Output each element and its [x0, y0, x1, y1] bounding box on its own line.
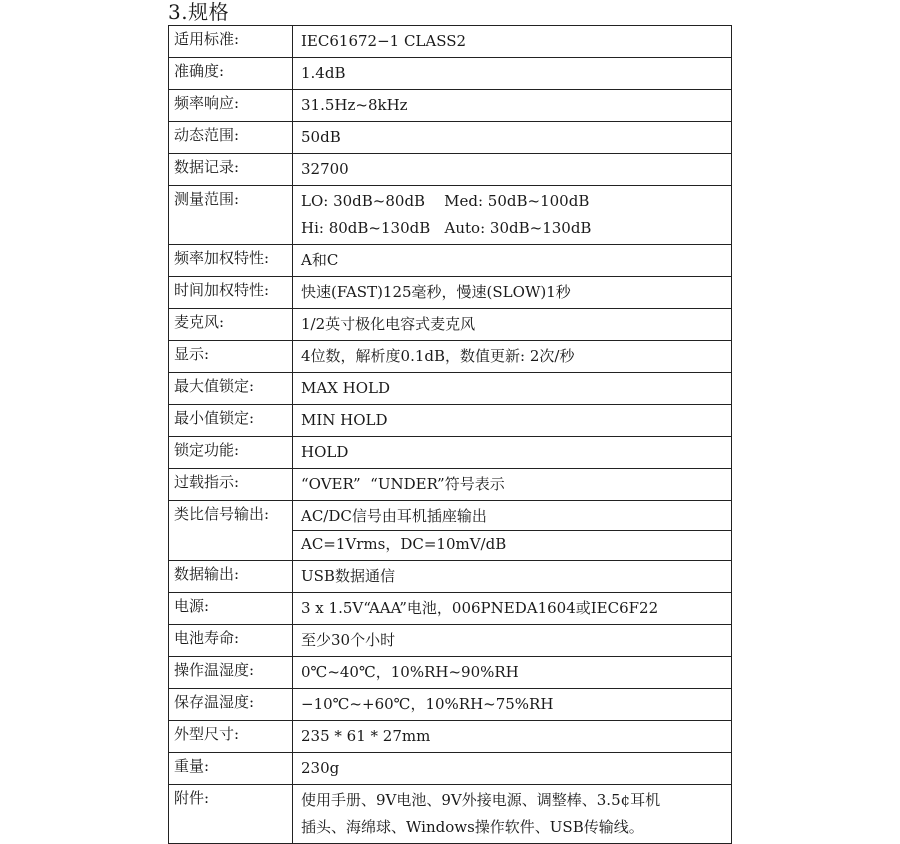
spec-value-line: MIN HOLD: [301, 411, 388, 429]
spec-value-line: LO: 30dB~80dB Med: 50dB~100dB: [301, 192, 590, 210]
spec-value-line: 50dB: [301, 128, 341, 146]
spec-table: [168, 25, 732, 844]
spec-row-dimensions: [169, 721, 732, 753]
spec-value: [293, 373, 732, 405]
spec-row-battery-life: [169, 625, 732, 657]
spec-row-storage-env: [169, 689, 732, 721]
spec-value-line: USB数据通信: [301, 567, 395, 585]
spec-label: 最大值锁定:: [169, 373, 293, 405]
spec-value-line: 使用手册、9V电池、9V外接电源、调整棒、3.5¢耳机: [301, 791, 661, 809]
spec-value-line: −10℃~+60℃，10%RH~75%RH: [301, 695, 554, 713]
spec-row-min-hold: [169, 405, 732, 437]
spec-label: 最小值锁定:: [169, 405, 293, 437]
spec-label: 麦克风:: [169, 309, 293, 341]
spec-value: [293, 501, 732, 561]
spec-value: [293, 90, 732, 122]
spec-value-line: 32700: [301, 160, 349, 178]
spec-value: [293, 245, 732, 277]
section-title: 3.规格: [168, 0, 230, 24]
spec-label: 操作温湿度:: [169, 657, 293, 689]
spec-value-line: 1/2英寸极化电容式麦克风: [301, 315, 476, 333]
spec-row-operating-env: [169, 657, 732, 689]
spec-row-freq-weighting: [169, 245, 732, 277]
spec-row-frequency-response: [169, 90, 732, 122]
spec-label: 时间加权特性:: [169, 277, 293, 309]
spec-value-line: 31.5Hz~8kHz: [301, 96, 408, 114]
spec-value-line: 4位数，解析度0.1dB，数值更新: 2次/秒: [301, 347, 575, 365]
spec-value-line: “OVER” “UNDER”符号表示: [301, 475, 505, 493]
spec-label: 类比信号输出:: [169, 501, 293, 561]
spec-label: 适用标准:: [169, 26, 293, 58]
spec-value-line: 插头、海绵球、Windows操作软件、USB传输线。: [301, 818, 644, 836]
spec-value-line: 3 x 1.5V“AAA”电池，006PNEDA1604或IEC6F22: [301, 599, 659, 617]
spec-value: [293, 785, 732, 844]
spec-row-microphone: [169, 309, 732, 341]
spec-row-standard: [169, 26, 732, 58]
spec-row-data-logging: [169, 154, 732, 186]
spec-label: 保存温湿度:: [169, 689, 293, 721]
spec-row-power: [169, 593, 732, 625]
spec-row-display: [169, 341, 732, 373]
spec-value-line: A和C: [301, 251, 339, 269]
spec-value: [293, 437, 732, 469]
spec-value: [293, 561, 732, 593]
spec-value: [293, 122, 732, 154]
spec-row-max-hold: [169, 373, 732, 405]
spec-row-data-output: [169, 561, 732, 593]
spec-value-line: 235 * 61 * 27mm: [301, 727, 431, 745]
spec-value: [293, 341, 732, 373]
spec-label: 电池寿命:: [169, 625, 293, 657]
spec-value: [293, 405, 732, 437]
spec-row-accuracy: [169, 58, 732, 90]
spec-value: [293, 593, 732, 625]
spec-label: 锁定功能:: [169, 437, 293, 469]
spec-row-weight: [169, 753, 732, 785]
spec-label: 频率响应:: [169, 90, 293, 122]
spec-value: [293, 469, 732, 501]
spec-row-analog-output: [169, 501, 732, 561]
spec-value-line: HOLD: [301, 443, 349, 461]
spec-row-overload: [169, 469, 732, 501]
spec-value-line: Hi: 80dB~130dB Auto: 30dB~130dB: [301, 219, 592, 237]
spec-value: [293, 753, 732, 785]
spec-label: 附件:: [169, 785, 293, 844]
spec-value: [293, 186, 732, 245]
spec-label: 动态范围:: [169, 122, 293, 154]
spec-row-hold: [169, 437, 732, 469]
spec-value-line: 1.4dB: [301, 64, 346, 82]
spec-row-time-weighting: [169, 277, 732, 309]
spec-value-line: 至少30个小时: [301, 631, 396, 649]
spec-label: 显示:: [169, 341, 293, 373]
spec-value-line: IEC61672−1 CLASS2: [301, 32, 467, 50]
spec-value-line: AC/DC信号由耳机插座输出: [301, 507, 487, 525]
spec-value-line: 0℃~40℃，10%RH~90%RH: [301, 663, 519, 681]
spec-value-line: 快速(FAST)125毫秒，慢速(SLOW)1秒: [301, 283, 571, 301]
spec-value-line: 230g: [301, 759, 340, 777]
spec-value: [293, 721, 732, 753]
spec-value: [293, 625, 732, 657]
spec-value: [293, 277, 732, 309]
spec-value: [293, 58, 732, 90]
spec-row-measure-range: [169, 186, 732, 245]
spec-label: 数据输出:: [169, 561, 293, 593]
spec-label: 外型尺寸:: [169, 721, 293, 753]
spec-value: [293, 26, 732, 58]
spec-value: [293, 154, 732, 186]
spec-value-line: AC=1Vrms，DC=10mV/dB: [293, 530, 731, 558]
spec-row-accessories: [169, 785, 732, 844]
spec-value: [293, 309, 732, 341]
spec-value: [293, 689, 732, 721]
spec-label: 准确度:: [169, 58, 293, 90]
spec-label: 测量范围:: [169, 186, 293, 245]
spec-value: [293, 657, 732, 689]
spec-table-body: [169, 26, 732, 844]
spec-label: 数据记录:: [169, 154, 293, 186]
spec-label: 过载指示:: [169, 469, 293, 501]
spec-row-dynamic-range: [169, 122, 732, 154]
spec-label: 重量:: [169, 753, 293, 785]
spec-label: 频率加权特性:: [169, 245, 293, 277]
spec-value-line: MAX HOLD: [301, 379, 391, 397]
spec-label: 电源:: [169, 593, 293, 625]
